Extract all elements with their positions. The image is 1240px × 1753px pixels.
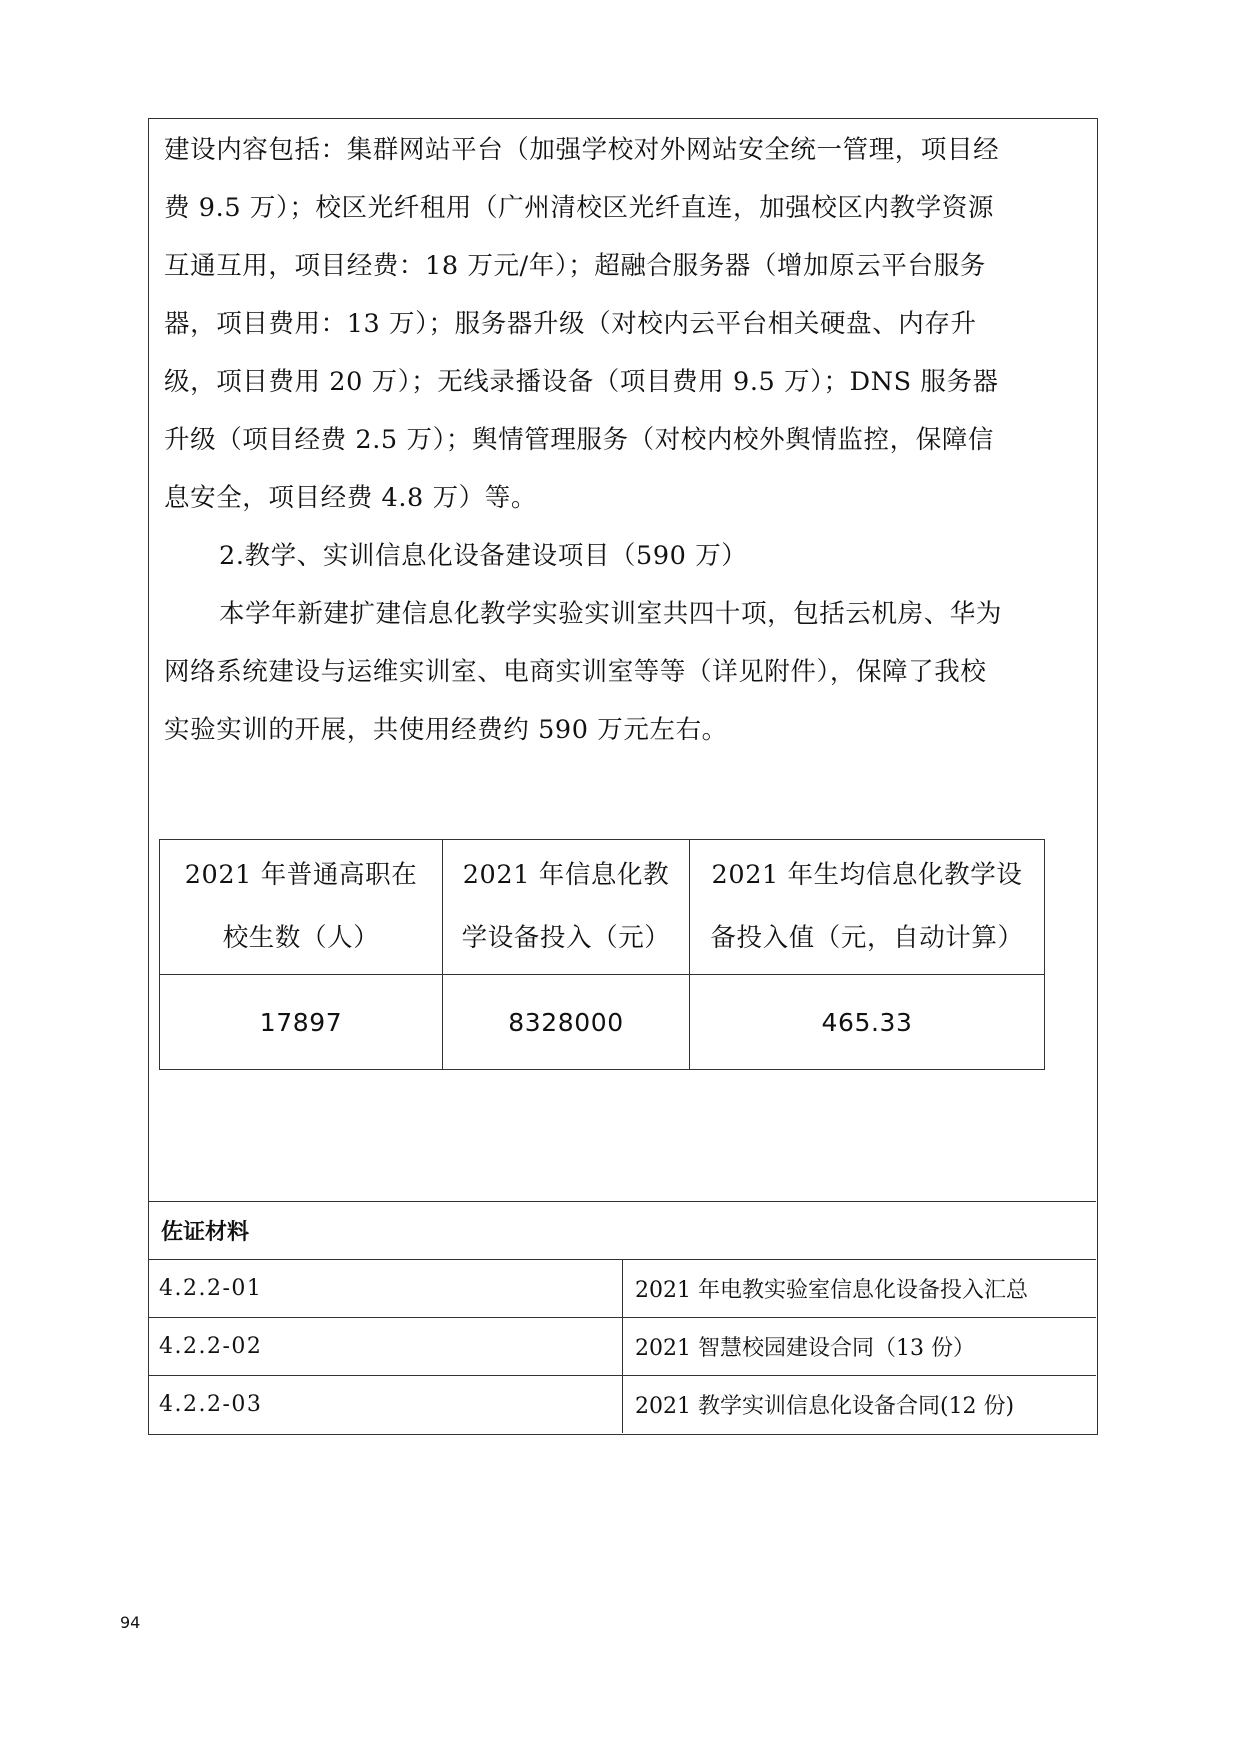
- evidence-row: [149, 1318, 1096, 1376]
- document-frame: [148, 118, 1098, 1435]
- page-number: 94: [120, 1613, 141, 1632]
- evidence-table: [149, 1201, 1096, 1433]
- investment-stats-table: [159, 839, 1045, 1070]
- evidence-code: 4.2.2-03: [149, 1376, 623, 1434]
- evidence-name: 2021 智慧校园建设合同（13 份）: [623, 1318, 1097, 1376]
- evidence-name: 2021 教学实训信息化设备合同(12 份): [623, 1376, 1097, 1434]
- students-value: 17897: [160, 975, 443, 1070]
- paragraph-line: 升级（项目经费 2.5 万）；舆情管理服务（对校内校外舆情监控，保障信: [164, 425, 995, 455]
- paragraph-line: 费 9.5 万）；校区光纤租用（广州清校区光纤直连，加强校区内教学资源: [164, 193, 995, 223]
- content-section: [149, 119, 1099, 1201]
- evidence-title-row: [149, 1202, 1096, 1260]
- investment-value: 8328000: [443, 975, 690, 1070]
- table-header-row: [160, 840, 1045, 975]
- paragraph-line: 本学年新建扩建信息化教学实验实训室共四十项，包括云机房、华为: [219, 599, 1003, 629]
- evidence-code: 4.2.2-01: [149, 1260, 623, 1318]
- paragraph-line: 网络系统建设与运维实训室、电商实训室等等（详见附件），保障了我校: [164, 657, 987, 687]
- paragraph-line: 建设内容包括：集群网站平台（加强学校对外网站安全统一管理，项目经: [164, 135, 1000, 165]
- students-header: 2021 年普通高职在 校生数（人）: [160, 840, 443, 975]
- evidence-row: [149, 1376, 1096, 1434]
- table-row: [160, 975, 1045, 1070]
- evidence-code: 4.2.2-02: [149, 1318, 623, 1376]
- per-student-header: 2021 年生均信息化教学设 备投入值（元，自动计算）: [690, 840, 1045, 975]
- section-heading: 2.教学、实训信息化设备建设项目（590 万）: [219, 541, 748, 571]
- paragraph-line: 实验实训的开展，共使用经费约 590 万元左右。: [164, 715, 728, 745]
- evidence-title: 佐证材料: [149, 1202, 1096, 1260]
- paragraph-line: 息安全，项目经费 4.8 万）等。: [164, 483, 537, 513]
- evidence-row: [149, 1260, 1096, 1318]
- paragraph-line: 器，项目费用：13 万）；服务器升级（对校内云平台相关硬盘、内存升: [164, 309, 977, 339]
- paragraph-line: 级，项目费用 20 万）；无线录播设备（项目费用 9.5 万）；DNS 服务器: [164, 367, 999, 397]
- investment-header: 2021 年信息化教 学设备投入（元）: [443, 840, 690, 975]
- per-student-value: 465.33: [690, 975, 1045, 1070]
- evidence-name: 2021 年电教实验室信息化设备投入汇总: [623, 1260, 1097, 1318]
- paragraph-line: 互通互用，项目经费：18 万元/年）；超融合服务器（增加原云平台服务: [164, 251, 986, 281]
